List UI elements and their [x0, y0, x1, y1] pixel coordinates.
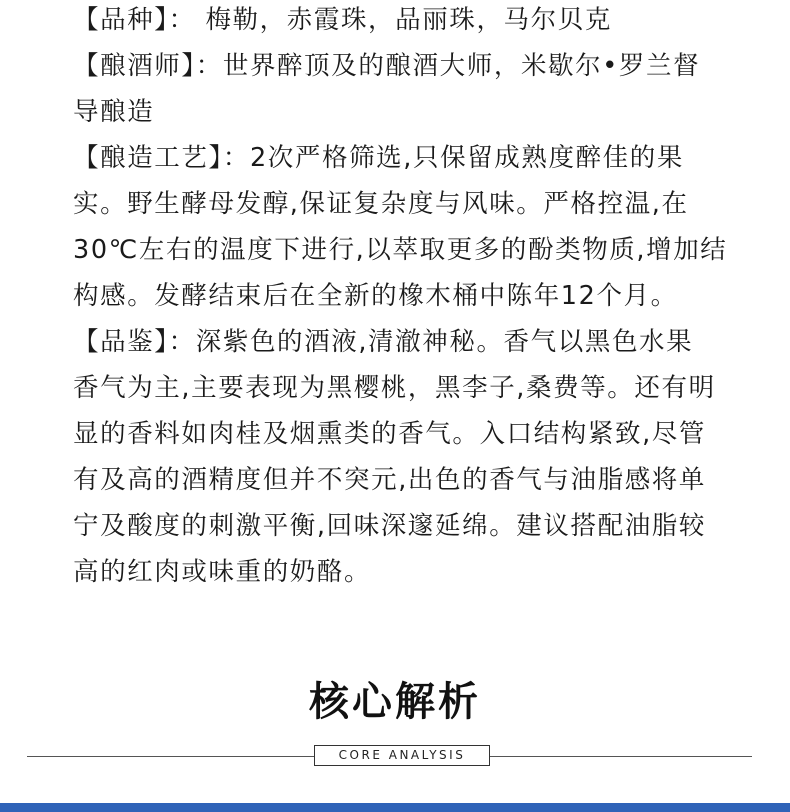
description-line-process-cont-1: 实。野生酵母发醇,保证复杂度与风味。严格控温,在: [73, 189, 689, 219]
description-line-winemaker: 【酿酒师】：世界醉顶及的酿酒大师，米歇尔•罗兰督: [73, 51, 701, 81]
description-line-tasting: 【品鉴】：深紫色的酒液,清澈神秘。香气以黑色水果: [73, 327, 694, 357]
description-line-process-cont-2: 30℃左右的温度下进行,以萃取更多的酚类物质,增加结: [73, 235, 728, 265]
wine-description: [73, 0, 733, 598]
description-line-tasting-cont-5: 高的红肉或味重的奶酪。: [73, 557, 372, 587]
section-divider-left: [27, 756, 314, 757]
section-subtitle: CORE ANALYSIS: [314, 745, 490, 766]
description-line-tasting-cont-2: 显的香料如肉桂及烟熏类的香气。入口结构紧致,尽管: [73, 419, 707, 449]
description-line-winemaker-cont: 导酿造: [73, 97, 155, 127]
description-line-variety: 【品种】： 梅勒，赤霞珠，品丽珠，马尔贝克: [73, 5, 612, 35]
accent-bar: [0, 803, 790, 812]
section-title: 核心解析: [309, 679, 481, 725]
section-divider-right: [490, 756, 752, 757]
description-line-process-cont-3: 构感。发酵结束后在全新的橡木桶中陈年12个月。: [73, 281, 678, 311]
description-line-tasting-cont-1: 香气为主,主要表现为黑樱桃，黑李子,桑费等。还有明: [73, 373, 716, 403]
description-line-process: 【酿造工艺】：2次严格筛选,只保留成熟度醉佳的果: [73, 143, 684, 173]
description-line-tasting-cont-4: 宁及酸度的刺激平衡,回味深邃延绵。建议搭配油脂较: [73, 511, 707, 541]
description-line-tasting-cont-3: 有及高的酒精度但并不突元,出色的香气与油脂感将单: [73, 465, 707, 495]
